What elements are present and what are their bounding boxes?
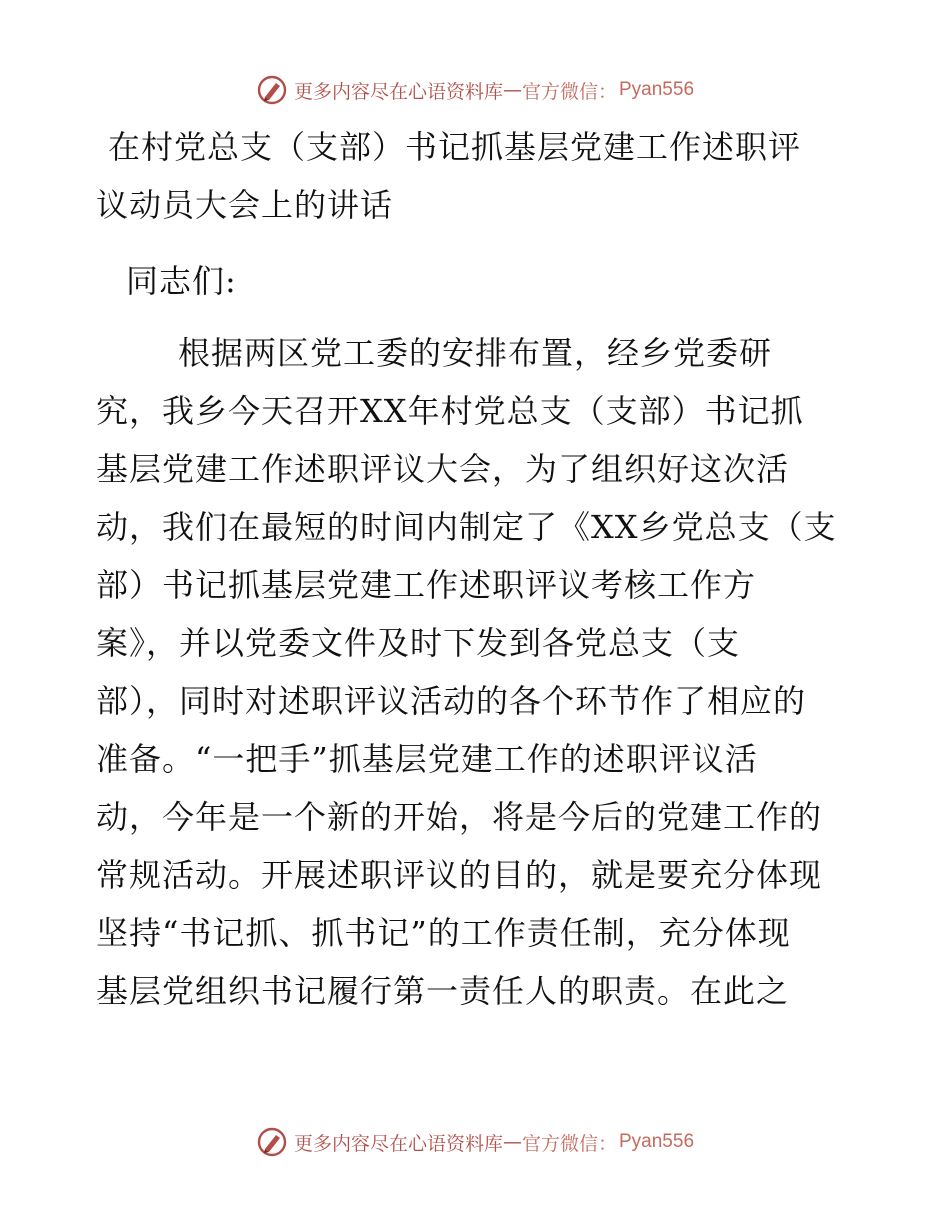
paragraph-line: 部）书记抓基层党建工作述职评议考核工作方 — [96, 566, 757, 604]
paragraph-line: 动，今年是一个新的开始，将是今后的党建工作的 — [96, 798, 823, 836]
watermark-wechat-id: Pyan556 — [619, 79, 695, 100]
footer-watermark — [0, 1124, 950, 1160]
watermark-dash: — — [502, 1131, 522, 1153]
watermark-wechat-label: 官方微信： — [521, 1132, 617, 1155]
watermark-dash: — — [502, 79, 522, 101]
header-watermark — [0, 72, 950, 108]
paragraph-line: 案》，并以党委文件及时下发到各党总支（支 — [96, 624, 741, 662]
document-title — [96, 118, 856, 234]
salutation: 同志们: — [126, 262, 237, 300]
paragraph-line: 根据两区党工委的安排布置，经乡党委研 — [178, 334, 773, 372]
paragraph-line: 常规活动。开展述职评议的目的，就是要充分体现 — [96, 856, 823, 894]
title-line-1: 在村党总支（支部）书记抓基层党建工作述职评 — [108, 128, 802, 166]
pen-logo-icon — [256, 74, 288, 106]
paragraph-line: 基层党组织书记履行第一责任人的职责。在此之 — [96, 972, 790, 1010]
title-line-2: 议动员大会上的讲话 — [96, 186, 394, 224]
watermark-text: 更多内容尽在心语资料库 — [293, 1132, 503, 1155]
paragraph-line: 究，我乡今天召开XX年村党总支（支部）书记抓 — [96, 392, 804, 430]
watermark-wechat-label: 官方微信： — [521, 80, 617, 103]
pen-logo-icon — [256, 1126, 288, 1158]
paragraph-line: 准备。“一把手”抓基层党建工作的述职评议活 — [96, 740, 758, 778]
paragraph-line: 坚持“书记抓、抓书记”的工作责任制，充分体现 — [96, 914, 791, 952]
watermark-text: 更多内容尽在心语资料库 — [293, 80, 503, 103]
paragraph-line: 部），同时对述职评议活动的各个环节作了相应的 — [96, 682, 807, 720]
paragraph — [96, 324, 856, 1020]
paragraph-line: 基层党建工作述职评议大会，为了组织好这次活 — [96, 450, 790, 488]
watermark-wechat-id: Pyan556 — [619, 1131, 695, 1152]
paragraph-line: 动，我们在最短的时间内制定了《XX乡党总支（支 — [96, 508, 837, 546]
document-body — [96, 118, 856, 1020]
